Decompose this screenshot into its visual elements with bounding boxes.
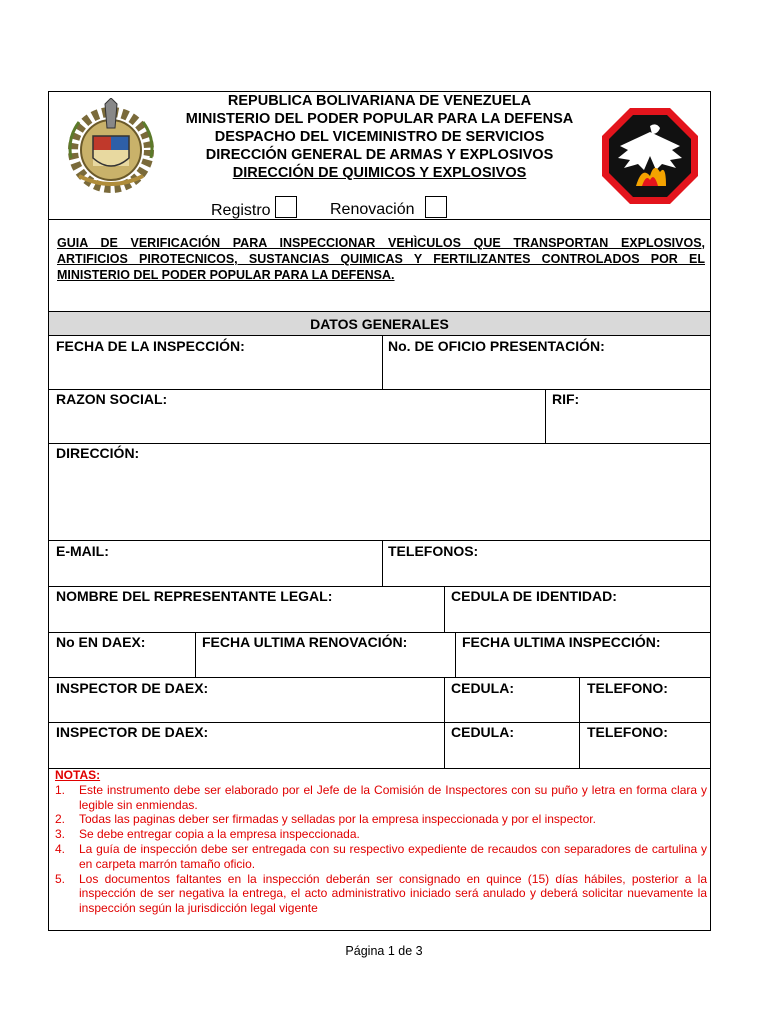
divider <box>455 632 456 677</box>
note-number: 1. <box>55 782 66 797</box>
cedula-1-label: CEDULA: <box>451 680 514 696</box>
fecha-renovacion-label: FECHA ULTIMA RENOVACIÓN: <box>202 634 408 650</box>
divider <box>49 219 710 220</box>
telefono-2-label: TELEFONO: <box>587 724 668 740</box>
telefonos-label: TELEFONOS: <box>388 543 479 559</box>
divider <box>545 389 546 443</box>
representante-label: NOMBRE DEL REPRESENTANTE LEGAL: <box>56 588 333 604</box>
note-number: 3. <box>55 827 66 842</box>
note-item <box>55 827 707 842</box>
rif-label: RIF: <box>552 391 580 407</box>
divider <box>49 722 710 723</box>
divider <box>49 632 710 633</box>
divider <box>444 586 445 632</box>
header-line-republic: REPUBLICA BOLIVARIANA DE VENEZUELA <box>227 93 532 109</box>
divider <box>49 443 710 444</box>
divider <box>579 677 580 722</box>
note-text: Todas las paginas deber ser firmadas y selladas por la empresa inspeccionada y por el inspector. <box>79 812 596 827</box>
coat-of-arms-icon <box>65 98 157 194</box>
notes-section <box>55 768 707 916</box>
document-header <box>49 92 710 217</box>
divider <box>49 540 710 541</box>
registro-checkbox[interactable] <box>275 196 297 218</box>
header-line-viceministry: DESPACHO DEL VICEMINISTRO DE SERVICIOS <box>214 129 545 145</box>
fecha-inspeccion-label: FECHA DE LA INSPECCIÓN: <box>56 338 245 354</box>
inspector-1-label: INSPECTOR DE DAEX: <box>56 680 209 696</box>
note-number: 5. <box>55 871 66 886</box>
email-label: E-MAIL: <box>56 543 109 559</box>
note-text: Los documentos faltantes en la inspección deberán ser consignado en quince (15) días hábiles, posterior a la inspección de ser negativa la entrega, el acto administrativo iniciado será anulado y deberá solicitar nuevamente la inspección según la jurisdicción legal vigente <box>79 871 707 916</box>
registro-label: Registro <box>211 202 271 219</box>
note-item <box>55 842 707 872</box>
note-number: 2. <box>55 812 66 827</box>
note-text: La guía de inspección debe ser entregada con su respectivo expediente de recaudos con separadores de cartulina y en carpeta marrón tamaño oficio. <box>79 841 707 871</box>
note-item <box>55 812 707 827</box>
notes-title: NOTAS: <box>55 768 101 782</box>
page-number: Página 1 de 3 <box>345 944 423 958</box>
header-line-general-direction: DIRECCIÓN GENERAL DE ARMAS Y EXPLOSIVOS <box>205 147 554 163</box>
header-line-direction: DIRECCIÓN DE QUIMICOS Y EXPLOSIVOS <box>232 165 527 181</box>
note-text: Se debe entregar copia a la empresa inspeccionada. <box>79 827 360 842</box>
note-number: 4. <box>55 841 66 856</box>
direccion-label: DIRECCIÓN: <box>56 445 140 461</box>
divider <box>579 722 580 768</box>
section-title: DATOS GENERALES <box>49 311 710 336</box>
divider <box>444 677 445 722</box>
cedula-identidad-label: CEDULA DE IDENTIDAD: <box>451 588 617 604</box>
header-line-ministry: MINISTERIO DEL PODER POPULAR PARA LA DEFENSA <box>185 111 574 127</box>
divider <box>49 586 710 587</box>
notes-list <box>55 783 707 916</box>
no-daex-label: No EN DAEX: <box>56 634 146 650</box>
fecha-ultima-inspeccion-label: FECHA ULTIMA INSPECCIÓN: <box>462 634 661 650</box>
form-frame <box>48 91 711 931</box>
eagle-emblem-icon <box>600 106 700 206</box>
divider <box>195 632 196 677</box>
telefono-1-label: TELEFONO: <box>587 680 668 696</box>
note-text: Este instrumento debe ser elaborado por el Jefe de la Comisión de Inspectores con su puño y letra en forma clara y legible sin enmiendas. <box>79 782 707 812</box>
divider <box>382 336 383 389</box>
guide-title: GUIA DE VERIFICACIÓN PARA INSPECCIONAR VEHÌCULOS QUE TRANSPORTAN EXPLOSIVOS, ARTIFICIOS PIROTECNICOS, SUSTANCIAS QUIMICAS Y FERTILIZANTES CONTROLADOS POR EL MINISTERIO DEL PODER POPULAR PARA LA DEFENSA. <box>57 236 705 282</box>
inspector-2-label: INSPECTOR DE DAEX: <box>56 724 209 740</box>
renovacion-checkbox[interactable] <box>425 196 447 218</box>
divider <box>49 389 710 390</box>
divider <box>382 540 383 586</box>
divider <box>49 677 710 678</box>
cedula-2-label: CEDULA: <box>451 724 514 740</box>
razon-social-label: RAZON SOCIAL: <box>56 391 168 407</box>
note-item <box>55 783 707 813</box>
no-oficio-label: No. DE OFICIO PRESENTACIÓN: <box>388 338 605 354</box>
renovacion-label: Renovación <box>330 201 415 218</box>
divider <box>444 722 445 768</box>
note-item <box>55 872 707 916</box>
